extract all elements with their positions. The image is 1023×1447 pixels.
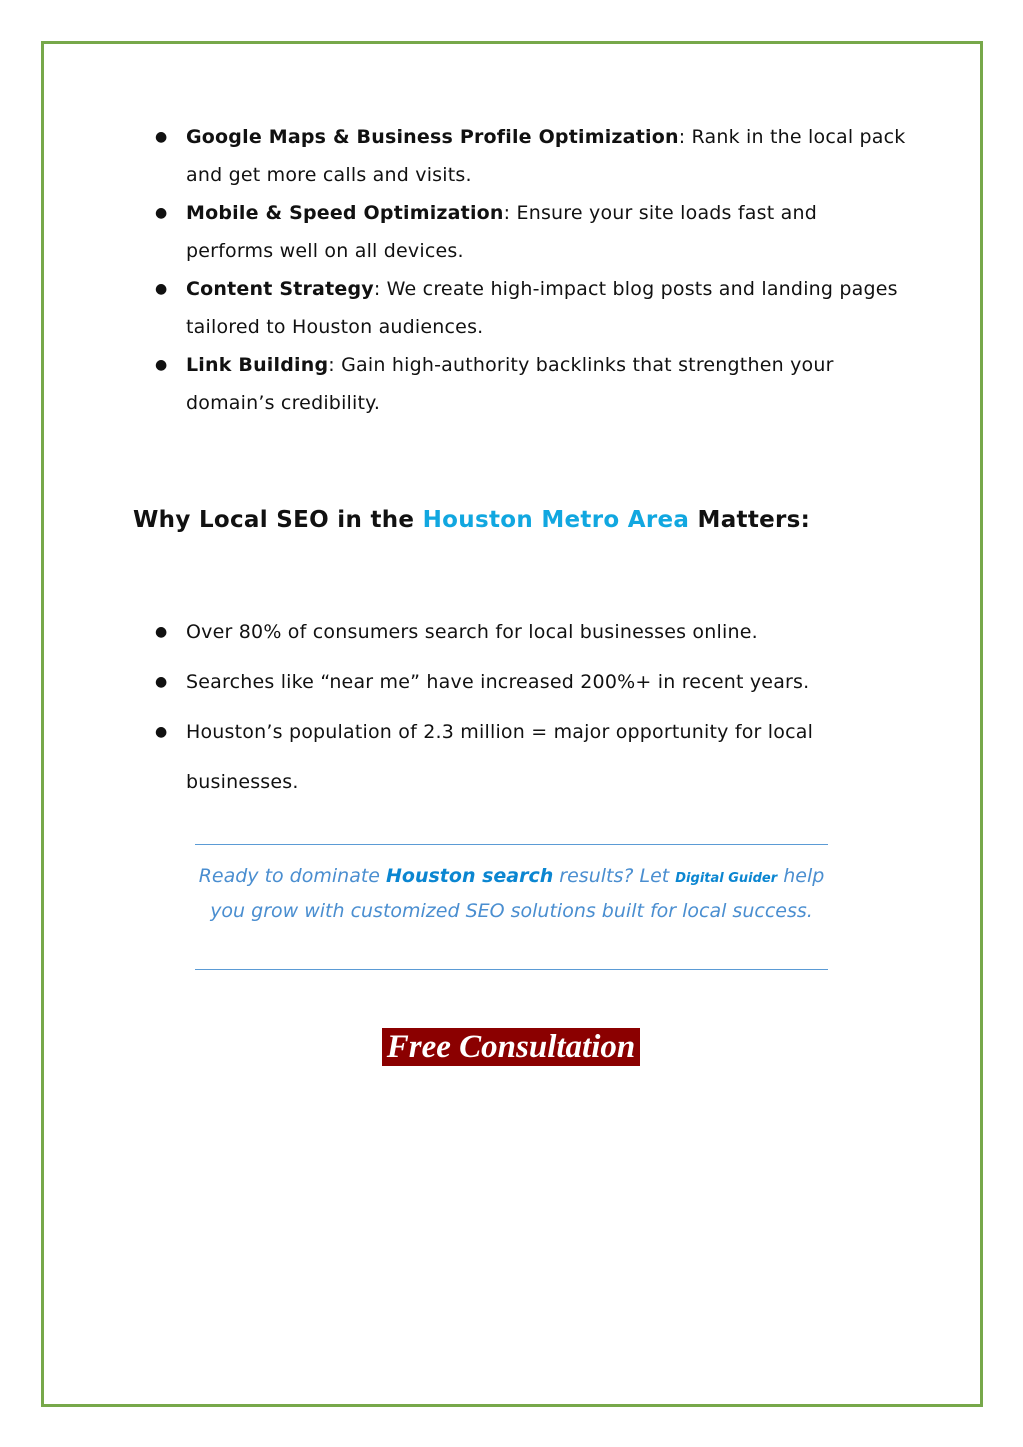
list-item bbox=[150, 194, 910, 270]
stat-text: Houston’s population of 2.3 million = major opportunity for local businesses. bbox=[186, 721, 814, 793]
free-consultation-button[interactable]: Free Consultation bbox=[382, 1028, 640, 1066]
cta-emphasis: Houston search bbox=[386, 865, 554, 887]
service-title: Mobile & Speed Optimization bbox=[186, 202, 504, 224]
list-item bbox=[150, 607, 910, 657]
bullet-icon: ● bbox=[155, 624, 168, 640]
list-item bbox=[150, 657, 910, 707]
heading-highlight: Houston Metro Area bbox=[422, 507, 690, 533]
bullet-icon: ● bbox=[155, 357, 168, 373]
service-description: : Rank in the local pack and get more calls and visits. bbox=[186, 126, 906, 186]
divider-bottom bbox=[195, 969, 828, 970]
cta-quote bbox=[180, 860, 843, 927]
bullet-icon: ● bbox=[155, 205, 168, 221]
cta-text: results? Let bbox=[553, 865, 676, 887]
list-item bbox=[150, 270, 910, 346]
service-description: : Gain high-authority backlinks that strengthen your domain’s credibility. bbox=[186, 354, 834, 414]
list-item bbox=[150, 118, 910, 194]
cta-text: help you grow with customized SEO solutions built for local success. bbox=[210, 865, 825, 922]
bullet-icon: ● bbox=[155, 724, 168, 740]
section-heading bbox=[133, 507, 810, 533]
list-item bbox=[150, 707, 910, 807]
heading-text-before: Why Local SEO in the bbox=[133, 507, 423, 533]
bullet-icon: ● bbox=[155, 281, 168, 297]
service-description: : Ensure your site loads fast and performs well on all devices. bbox=[186, 202, 817, 262]
services-list bbox=[150, 118, 910, 422]
bullet-icon: ● bbox=[155, 674, 168, 690]
bullet-icon: ● bbox=[155, 129, 168, 145]
divider-top bbox=[195, 844, 828, 845]
service-title: Content Strategy bbox=[186, 278, 374, 300]
service-title: Google Maps & Business Profile Optimization bbox=[186, 126, 679, 148]
stats-list bbox=[150, 607, 910, 807]
cta-text: Ready to dominate bbox=[198, 865, 387, 887]
service-title: Link Building bbox=[186, 354, 329, 376]
cta-brand: Digital Guider bbox=[675, 871, 778, 886]
stat-text: Over 80% of consumers search for local businesses online. bbox=[186, 621, 758, 643]
stat-text: Searches like “near me” have increased 200%+ in recent years. bbox=[186, 671, 810, 693]
list-item bbox=[150, 346, 910, 422]
heading-text-after: Matters: bbox=[689, 507, 811, 533]
service-description: : We create high-impact blog posts and landing pages tailored to Houston audiences. bbox=[186, 278, 898, 338]
